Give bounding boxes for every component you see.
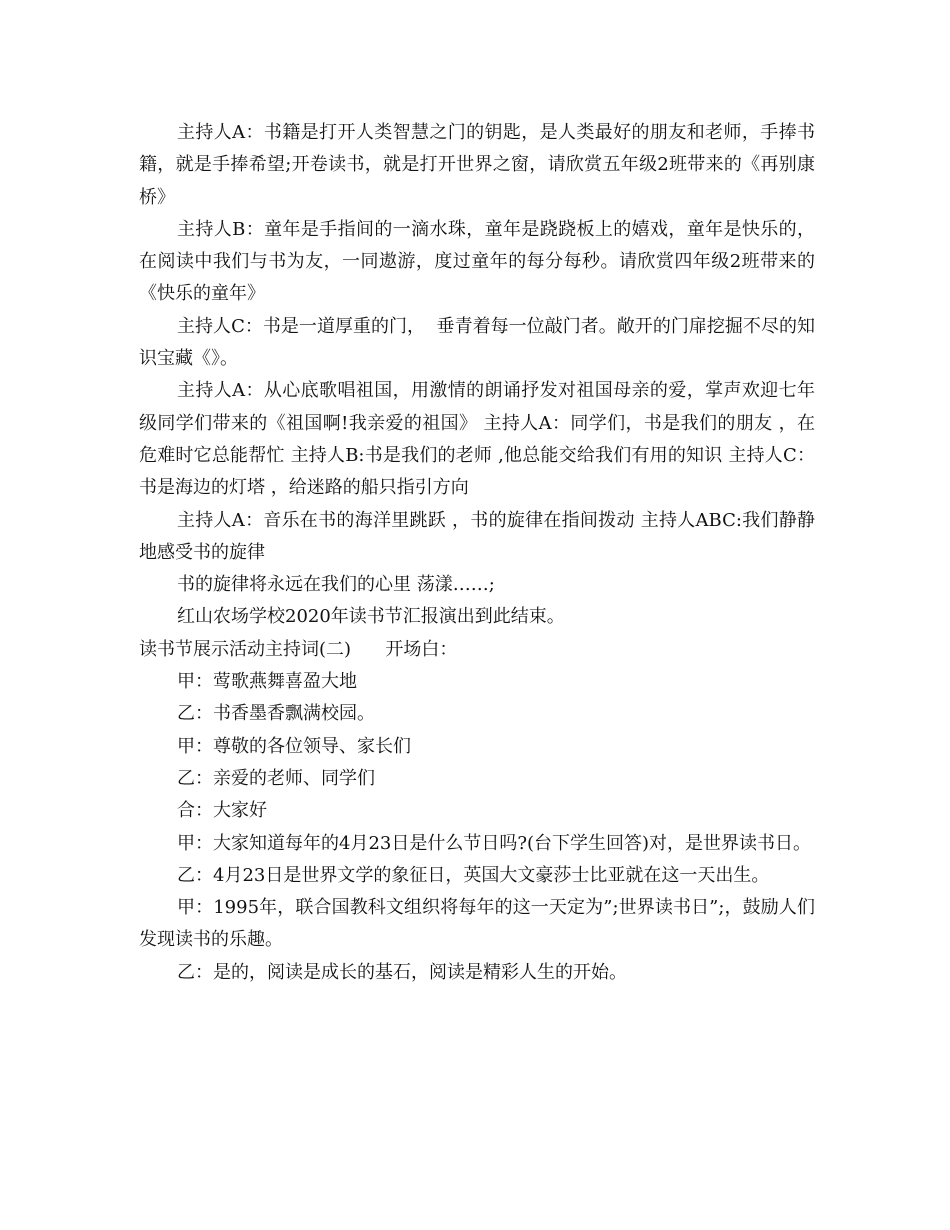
document-body [139,117,815,989]
dialogue-line: 甲：1995年，联合国教科文组织将每年的这一天定为”;世界读书日”;，鼓励人们发现读书的乐趣。 [139,897,815,951]
dialogue-line: 乙：亲爱的老师、同学们 [177,767,375,789]
paragraph-host-a-motherland: 主持人A：从心底歌唱祖国，用激情的朗诵抒发对祖国母亲的爱，掌声欢迎七年级同学们带来的《祖国啊!我亲爱的祖国》 主持人A：同学们，书是我们的朋友 ，在危难时它总能帮忙 主持人B:书是我们的老师 ,他总能交给我们有用的知识 主持人C：书是海边的灯塔 ，给迷路的船只指引方向 [139,380,815,499]
paragraph-closing: 红山农场学校2020年读书节汇报演出到此结束。 [177,606,565,628]
section-heading: 读书节展示活动主持词(二) 开场白： [139,638,458,660]
dialogue-line: 乙：是的，阅读是成长的基石，阅读是精彩人生的开始。 [177,961,627,983]
paragraph-host-b-childhood: 主持人B：童年是手指间的一滴水珠，童年是跷跷板上的嬉戏，童年是快乐的，在阅读中我们与书为友，一同遨游，度过童年的每分每秒。请欣赏四年级2班带来的《快乐的童年》 [139,218,815,305]
paragraph-host-a-books: 主持人A：书籍是打开人类智慧之门的钥匙，是人类最好的朋友和老师，手捧书籍，就是手捧希望;开卷读书，就是打开世界之窗，请欣赏五年级2班带来的《再别康桥》 [139,122,815,208]
dialogue-line: 甲：尊敬的各位领导、家长们 [177,735,411,757]
dialogue-line: 乙：书香墨香飘满校园。 [177,703,375,725]
paragraph-melody: 书的旋律将永远在我们的心里 荡漾……; [177,574,495,596]
dialogue-line: 甲：莺歌燕舞喜盈大地 [177,671,357,693]
paragraph-host-c-door: 主持人C：书是一道厚重的门， 垂青着每一位敲门者。敞开的门扉挖掘不尽的知识宝藏《》。 [139,315,815,370]
dialogue-line: 合：大家好 [177,800,267,822]
paragraph-host-a-music: 主持人A：音乐在书的海洋里跳跃 ，书的旋律在指间拨动 主持人ABC:我们静静地感受书的旋律 [139,509,815,563]
dialogue-line: 乙：4月23日是世界文学的象征日，英国大文豪莎士比亚就在这一天出生。 [177,864,770,886]
dialogue-line: 甲：大家知道每年的4月23日是什么节日吗?(台下学生回答)对，是世界读书日。 [177,832,812,854]
